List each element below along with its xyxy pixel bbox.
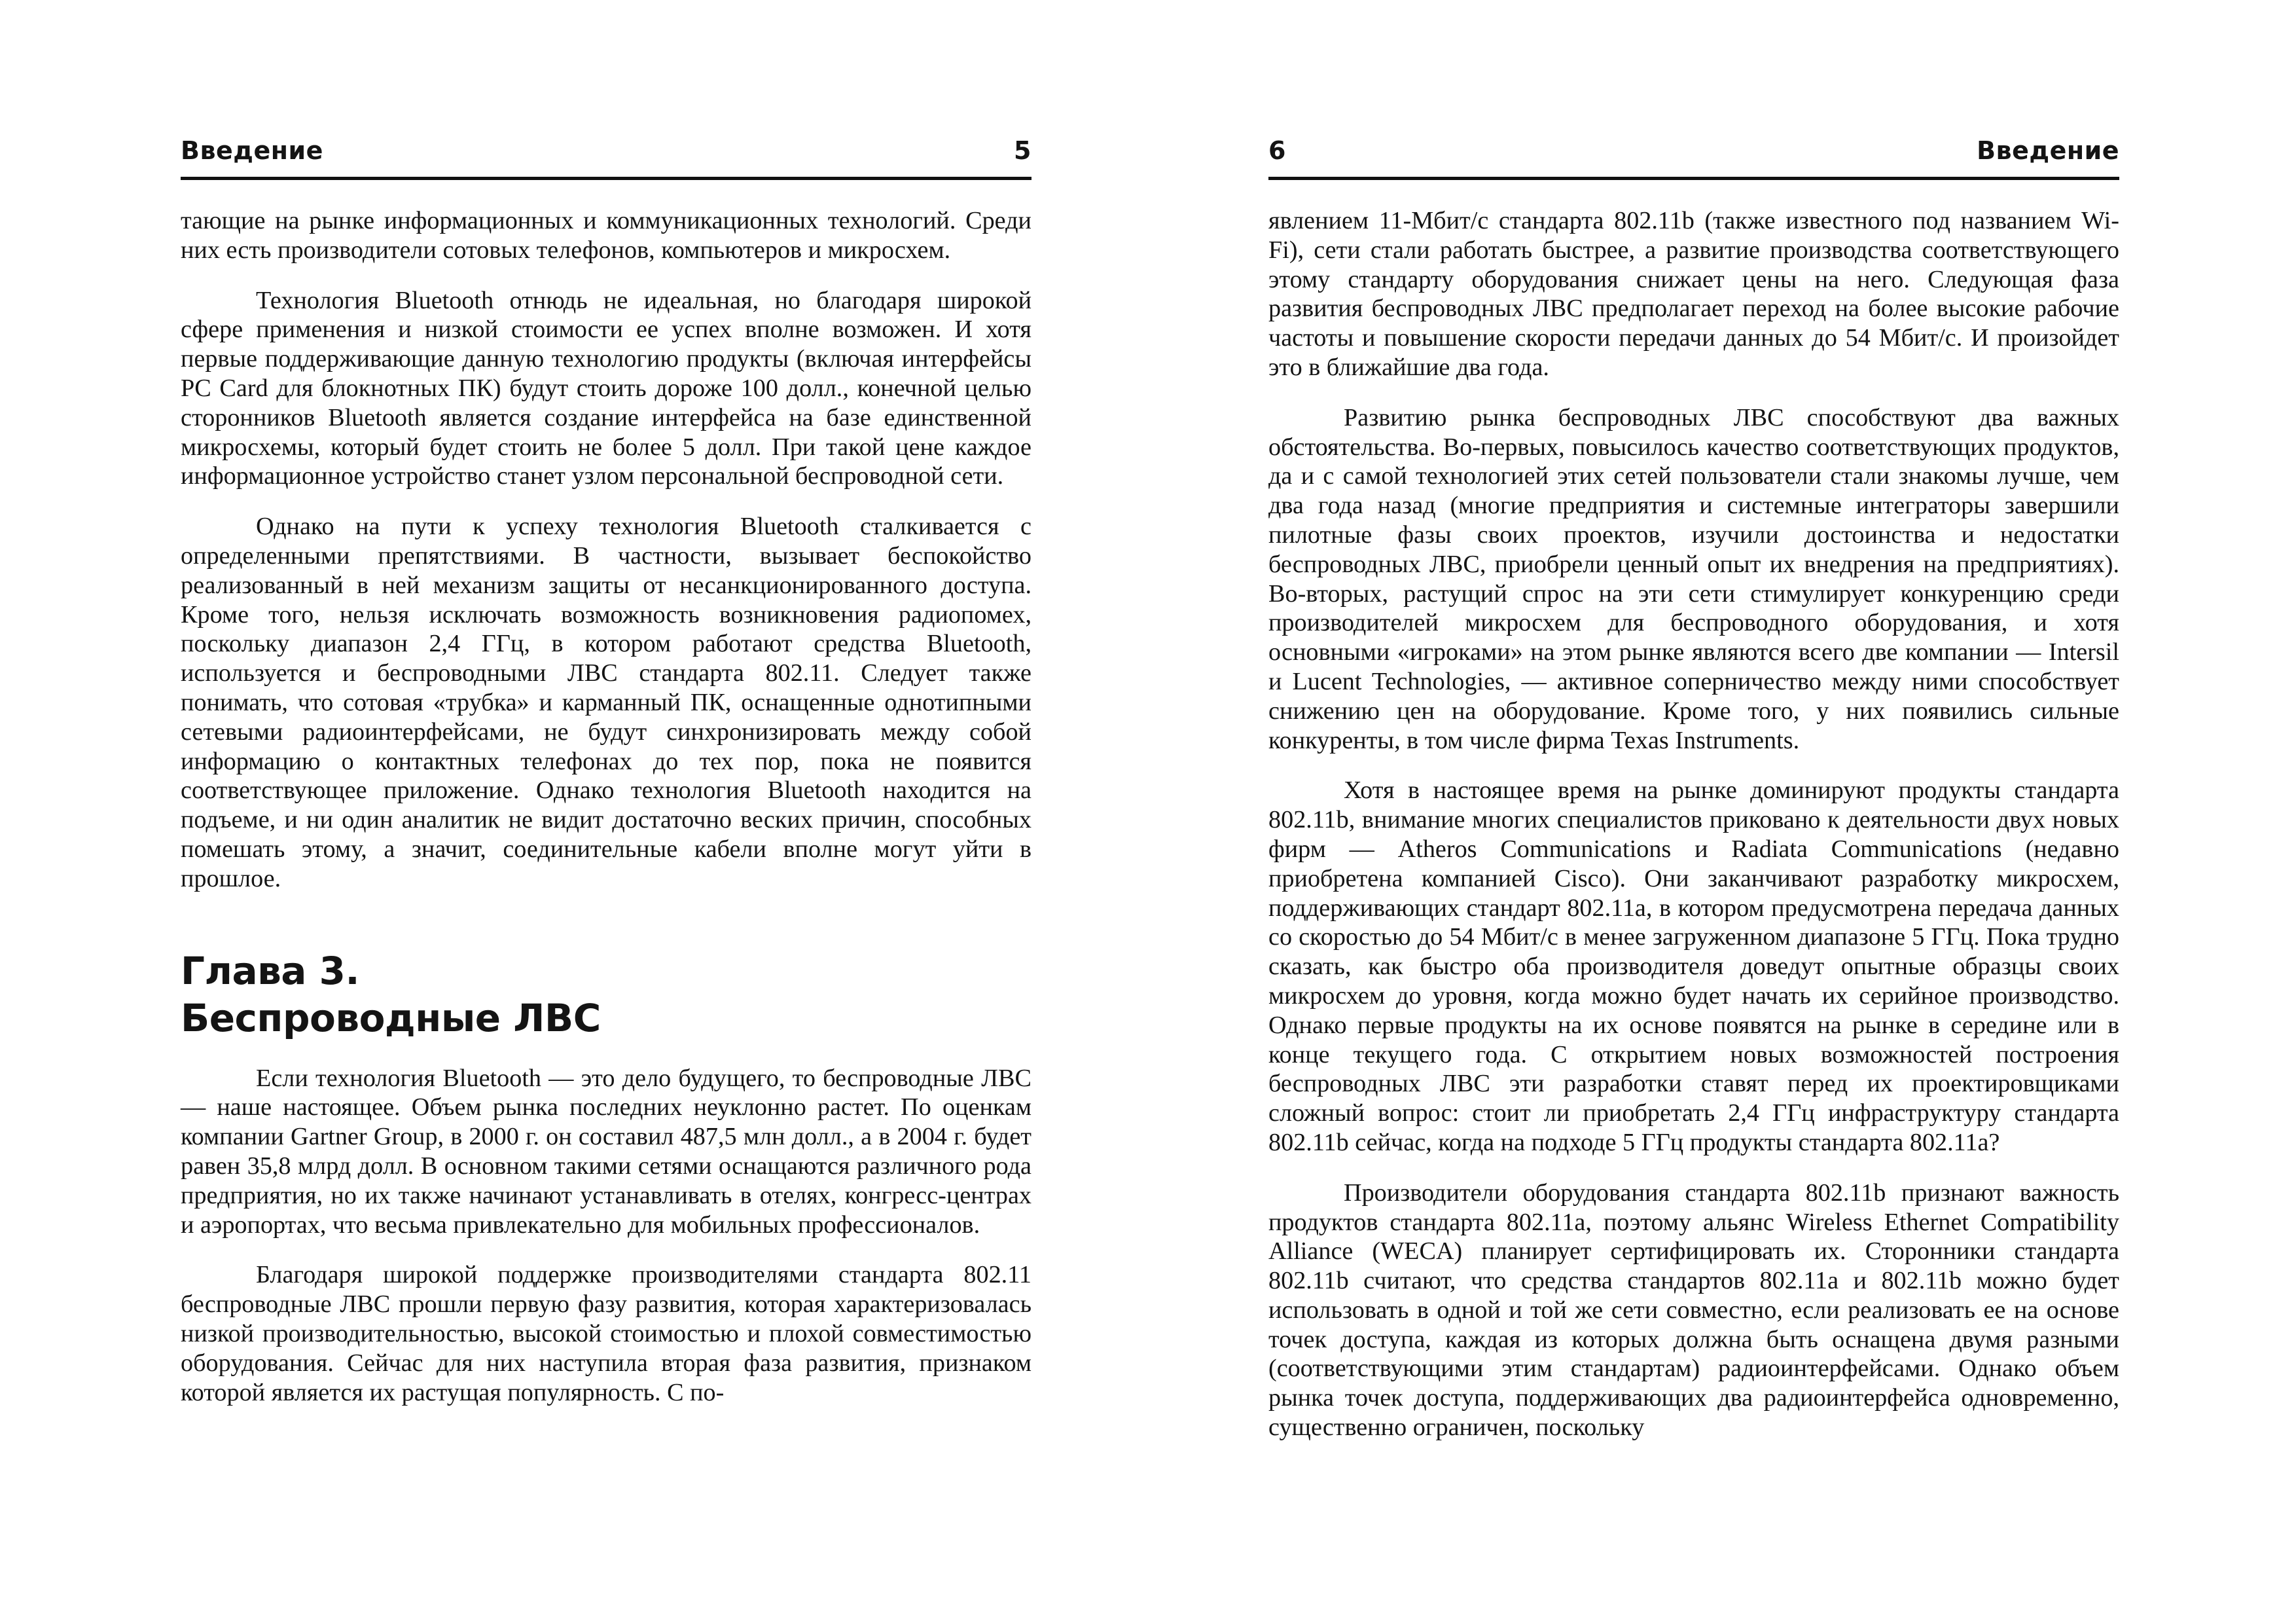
body-text xyxy=(1268,206,2119,1442)
paragraph: Благодаря широкой поддержке производителями стандарта 802.11 беспроводные ЛВС прошли первую фазу развития, которая характеризовалась низкой производительностью, высокой стоимостью и плохой совместимостью оборудования. Сейчас для них наступила вторая фаза развития, признаком которой является их растущая популярность. С по- xyxy=(181,1261,1031,1406)
paragraph: Хотя в настоящее время на рынке доминируют продукты стандарта 802.11b, внимание многих специалистов приковано к деятельности двух новых фирм — Atheros Communications и Radiata Communications (недавно приобретена компанией Cisco). Они заканчивают разработку микросхем, поддерживающих стандарт 802.11a, в котором предусмотрена передача данных со скоростью до 54 Мбит/с в менее загруженном диапазоне 5 ГГц. Пока трудно сказать, как быстро оба производителя доведут опытные образцы своих микросхем до уровня, когда можно будет начать их серийное производство. Однако первые продукты на их основе появятся на рынке в середине или в конце текущего года. С открытием новых возможностей построения беспроводных ЛВС эти разработки ставят перед их проектировщиками сложный вопрос: стоит ли приобретать 2,4 ГГц инфраструктуру стандарта 802.11b сейчас, когда на подходе 5 ГГц продукты стандарта 802.11a? xyxy=(1268,776,2119,1156)
right-page xyxy=(1268,124,2119,1463)
running-header xyxy=(181,124,1031,180)
left-page xyxy=(181,124,1031,1428)
paragraph: Если технология Bluetooth — это дело будущего, то беспроводные ЛВС — наше настоящее. Объем рынка последних неуклонно растет. По оценкам компании Gartner Group, в 2000 г. он составил 487,5 млн долл., а в 2004 г. будет равен 35,8 млрд долл. В основном такими сетями оснащаются различного рода предприятия, но их также начинают устанавливать в отелях, конгресс-центрах и аэропортах, что весьма привлекательно для мобильных профессионалов. xyxy=(181,1064,1031,1239)
chapter-title-line: Глава 3. xyxy=(181,948,360,993)
page-number: 5 xyxy=(1014,136,1031,165)
body-text xyxy=(181,206,1031,1407)
paragraph: Однако на пути к успеху технология Bluetooth сталкивается с определенными препятствиями. В частности, вызывает беспокойство реализованный в ней механизм защиты от несанкционированного доступа. Кроме того, нельзя исключать возможность возникновения радиопомех, поскольку диапазон 2,4 ГГц, в котором работают средства Bluetooth, используется и беспроводными ЛВС стандарта 802.11. Следует также понимать, что сотовая «трубка» и карманный ПК, оснащенные однотипными сетевыми радиоинтерфейсами, не будут синхронизировать между собой информацию о контактных телефонах до тех пор, пока не появится соответствующее приложение. Однако технология Bluetooth находится на подъеме, и ни один аналитик не видит достаточно веских причин, способных помешать этому, а значит, соединительные кабели вполне могут уйти в прошлое. xyxy=(181,513,1031,892)
running-header xyxy=(1268,124,2119,180)
chapter-title xyxy=(181,947,1031,1042)
page-number: 6 xyxy=(1268,136,1286,165)
paragraph: Технология Bluetooth отнюдь не идеальная, но благодаря широкой сфере применения и низкой стоимости ее успех вполне возможен. И хотя первые поддерживающие данную технологию продукты (включая интерфейсы PC Card для блокнотных ПК) будут стоить дороже 100 долл., конечной целью сторонников Bluetooth является создание интерфейса на базе единственной микросхемы, который будет стоить не более 5 долл. При такой цене каждое информационное устройство станет узлом персональной беспроводной сети. xyxy=(181,286,1031,490)
chapter-title-line: Беспроводные ЛВС xyxy=(181,995,601,1040)
paragraph: явлением 11-Мбит/с стандарта 802.11b (также известного под названием Wi-Fi), сети стали работать быстрее, а развитие производства соответствующего этому стандарту оборудования снижает цены на него. Следующая фаза развития беспроводных ЛВС предполагает переход на более высокие рабочие частоты и повышение скорости передачи данных до 54 Мбит/с. И произойдет это в ближайшие два года. xyxy=(1268,207,2119,381)
paragraph: Развитию рынка беспроводных ЛВС способствуют два важных обстоятельства. Во-первых, повысилось качество соответствующих продуктов, да и с самой технологией этих сетей пользователи стали знакомы лучше, чем два года назад (многие предприятия и системные интеграторы завершили пилотные фазы своих проектов, изучили достоинства и недостатки беспроводных ЛВС, приобрели ценный опыт их внедрения на предприятиях). Во-вторых, растущий спрос на эти сети стимулирует конкуренцию среди производителей микросхем для беспроводного оборудования, и хотя основными «игроками» на этом рынке являются всего две компании — Intersil и Lucent Technologies, — активное соперничество между ними способствует снижению цен на оборудование. Кроме того, у них появились сильные конкуренты, в том числе фирма Texas Instruments. xyxy=(1268,403,2119,754)
paragraph: Производители оборудования стандарта 802.11b признают важность продуктов стандарта 802.11a, поэтому альянс Wireless Ethernet Compatibility Alliance (WECA) планирует сертифицировать их. Сторонники стандарта 802.11b считают, что средства стандартов 802.11a и 802.11b можно будет использовать в одной и той же сети совместно, если реализовать ее на основе точек доступа, каждая из которых должна быть оснащена двумя разными (соответствующими этим стандартам) радиоинтерфейсами. Однако объем рынка точек доступа, поддерживающих два радиоинтерфейса одновременно, существенно ограничен, поскольку xyxy=(1268,1178,2119,1442)
paragraph: тающие на рынке информационных и коммуникационных технологий. Среди них есть производители сотовых телефонов, компьютеров и микросхем. xyxy=(181,207,1031,264)
header-title: Введение xyxy=(1977,136,2119,165)
header-title: Введение xyxy=(181,136,323,165)
